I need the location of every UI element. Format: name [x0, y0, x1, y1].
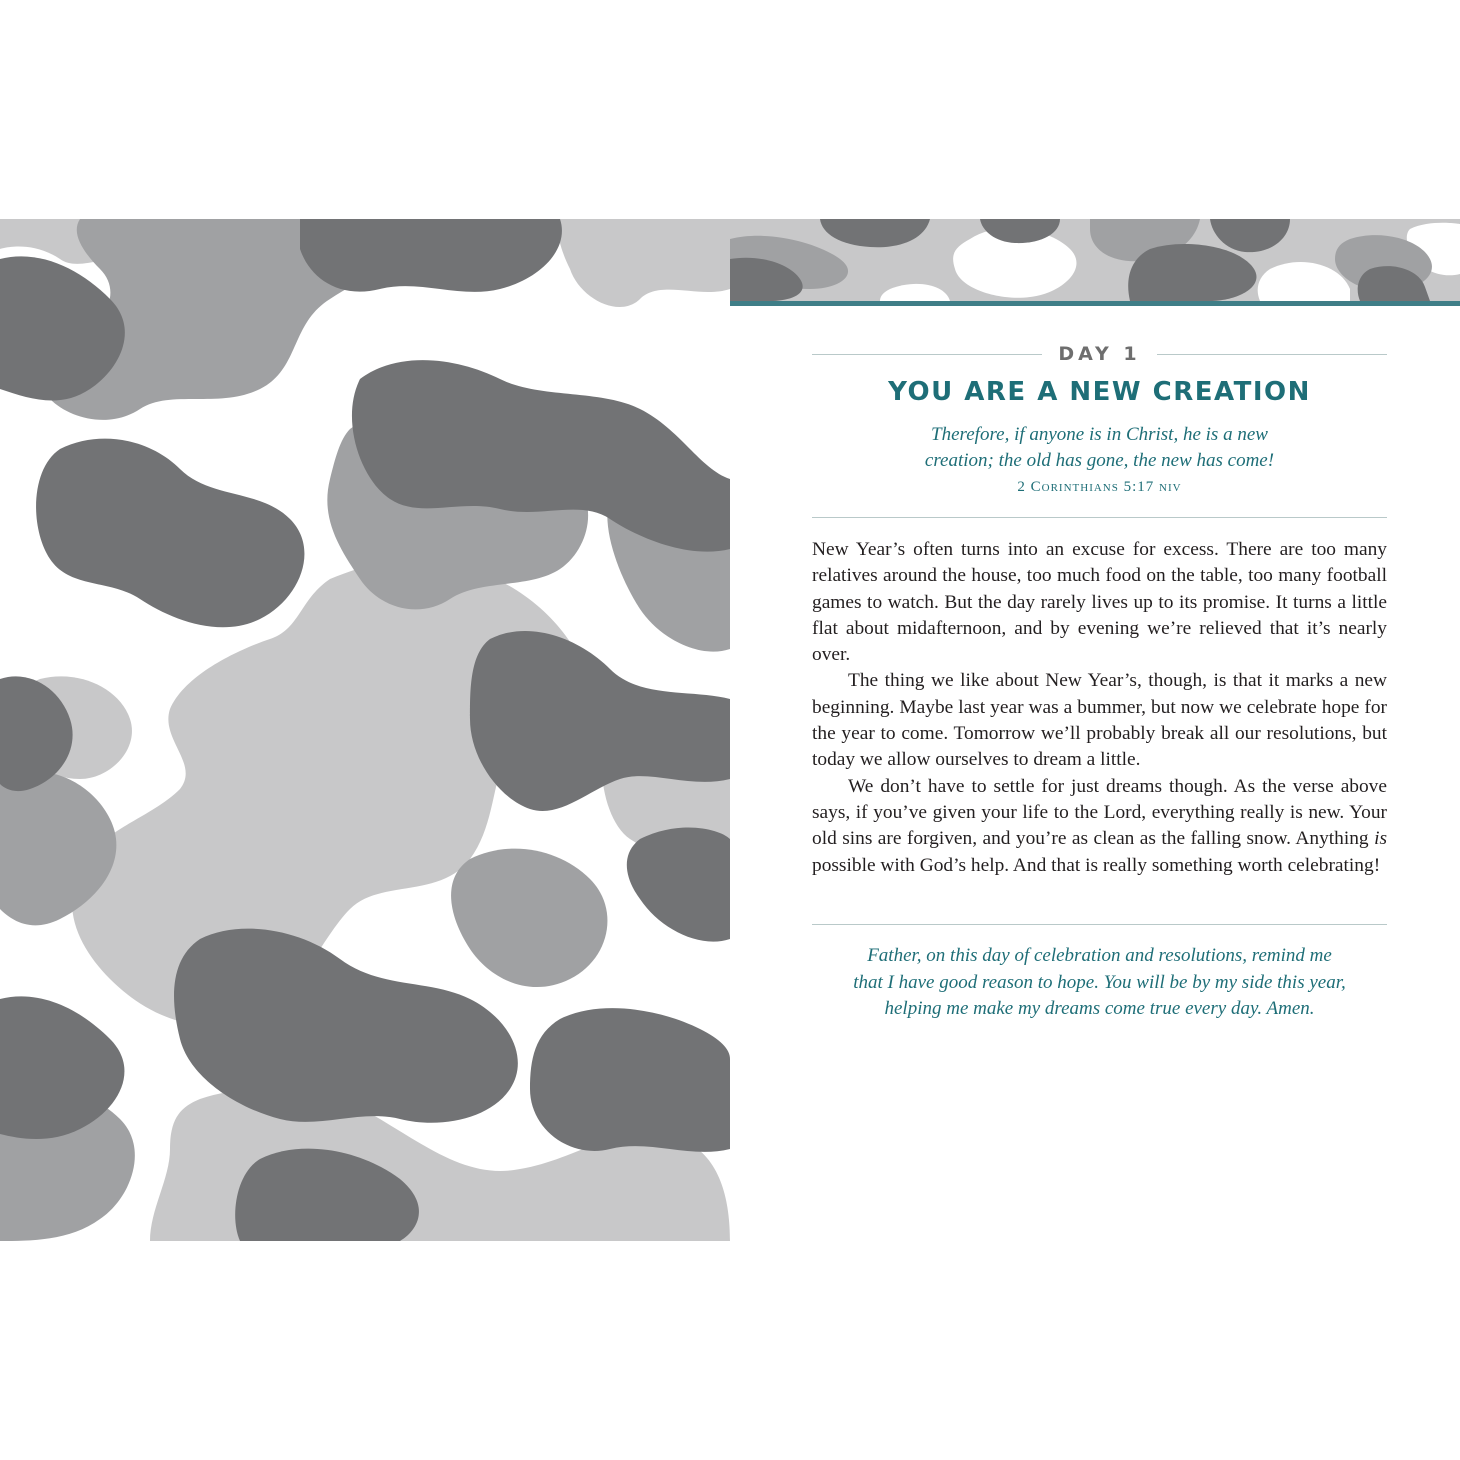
divider-bottom	[812, 924, 1387, 925]
header-rule	[730, 301, 1460, 306]
camo-pattern-left-page	[0, 219, 730, 1241]
scripture-verse	[812, 422, 1387, 474]
day-heading-line-left	[812, 354, 1042, 355]
camo-band-illustration	[730, 219, 1460, 301]
prayer-line: Father, on this day of celebration and resolutions, remind me	[867, 945, 1332, 966]
body-paragraph	[812, 774, 1387, 879]
day-heading	[812, 341, 1387, 367]
body-paragraph: New Year’s often turns into an excuse for excess. There are too many relatives around the house, too much food on the table, too many football games to watch. But the day rarely lives up to its promise. It turns a little flat about midafternoon, and by evening we’re relieved that it’s nearly over.	[812, 539, 1387, 666]
prayer-line: helping me make my dreams come true every day. Amen.	[884, 998, 1315, 1019]
closing-prayer	[812, 943, 1387, 1023]
scripture-reference: 2 Corinthians 5:17 niv	[1017, 479, 1182, 495]
body-text-segment: possible with God’s help. And that is really something worth celebrating!	[812, 854, 1381, 876]
verse-line: creation; the old has gone, the new has come!	[924, 450, 1275, 471]
verse-line: Therefore, if anyone is in Christ, he is a new	[931, 424, 1268, 445]
body-text-segment: We don’t have to settle for just dreams though. As the verse above says, if you’ve given your life to the Lord, everything really is new. Your old sins are forgiven, and you’re as clean as the falling snow. Anything	[812, 775, 1387, 850]
prayer-line: that I have good reason to hope. You will be by my side this year,	[853, 971, 1346, 993]
camo-illustration	[0, 219, 730, 1241]
body-paragraph: The thing we like about New Year’s, though, is that it marks a new beginning. Maybe last year was a bummer, but now we celebrate hope for the year to come. Tomorrow we’ll probably break all our resolutions, but today we allow ourselves to dream a little.	[812, 670, 1387, 771]
emphasis: is	[1374, 828, 1387, 850]
day-heading-line-right	[1157, 354, 1387, 355]
devotional-page	[730, 219, 1460, 1241]
page-title: YOU ARE A NEW CREATION	[888, 377, 1311, 407]
day-label: DAY 1	[1058, 343, 1141, 365]
devotional-body	[812, 537, 1387, 879]
camo-header-band	[730, 219, 1460, 301]
divider-top	[812, 517, 1387, 518]
